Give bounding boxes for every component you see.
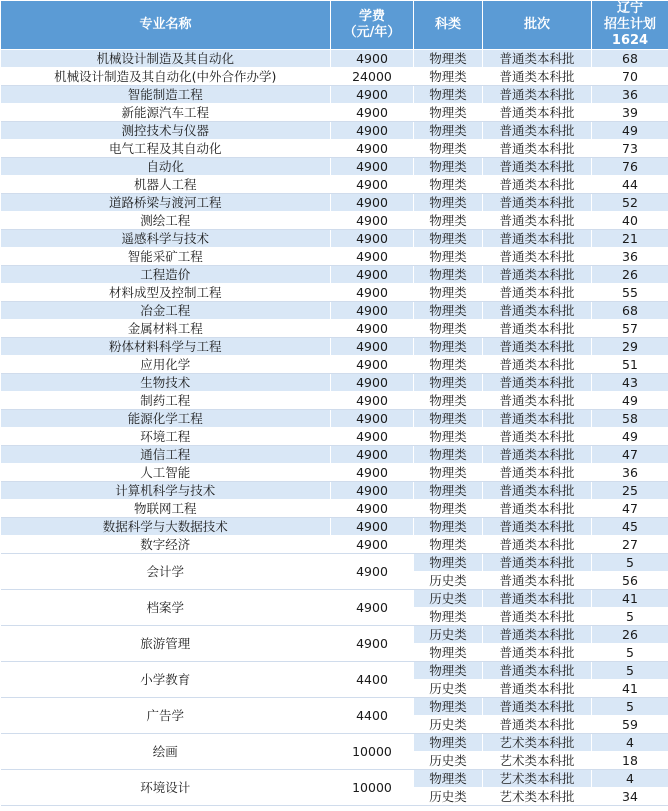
plan-cell: 36 (592, 464, 668, 482)
batch-cell: 普通类本科批 (483, 176, 592, 194)
table-row (1, 662, 668, 680)
subject-cell: 物理类 (414, 770, 483, 788)
plan-cell: 4 (592, 734, 668, 752)
table-row (1, 86, 668, 104)
table-row (1, 374, 668, 392)
table-row (1, 158, 668, 176)
major-cell: 遥感科学与技术 (1, 230, 331, 248)
batch-cell: 普通类本科批 (483, 428, 592, 446)
major-cell: 生物技术 (1, 374, 331, 392)
major-cell: 应用化学 (1, 356, 331, 374)
major-cell: 旅游管理 (1, 626, 331, 662)
plan-cell: 26 (592, 626, 668, 644)
subject-cell: 物理类 (414, 536, 483, 554)
plan-cell: 68 (592, 302, 668, 320)
plan-cell: 56 (592, 572, 668, 590)
plan-cell: 68 (592, 50, 668, 68)
plan-cell: 47 (592, 446, 668, 464)
fee-cell: 4400 (331, 698, 414, 734)
plan-cell: 49 (592, 428, 668, 446)
major-cell: 广告学 (1, 698, 331, 734)
table-row (1, 590, 668, 608)
header-fee (331, 1, 414, 50)
table-row (1, 518, 668, 536)
table-row (1, 554, 668, 572)
table-row (1, 410, 668, 428)
plan-cell: 26 (592, 266, 668, 284)
major-cell: 道路桥梁与渡河工程 (1, 194, 331, 212)
header-fee-line2: （元/年） (343, 25, 401, 40)
fee-cell: 4900 (331, 554, 414, 590)
subject-cell: 物理类 (414, 608, 483, 626)
major-cell: 制药工程 (1, 392, 331, 410)
table-row (1, 230, 668, 248)
subject-cell: 物理类 (414, 248, 483, 266)
subject-cell: 物理类 (414, 212, 483, 230)
subject-cell: 物理类 (414, 374, 483, 392)
plan-cell: 59 (592, 716, 668, 734)
major-cell: 通信工程 (1, 446, 331, 464)
fee-cell: 4900 (331, 86, 414, 104)
fee-cell: 4900 (331, 374, 414, 392)
major-cell: 测控技术与仪器 (1, 122, 331, 140)
plan-cell: 29 (592, 338, 668, 356)
major-cell: 会计学 (1, 554, 331, 590)
plan-cell: 41 (592, 590, 668, 608)
plan-cell: 47 (592, 500, 668, 518)
batch-cell: 普通类本科批 (483, 662, 592, 680)
table-row (1, 140, 668, 158)
fee-cell: 10000 (331, 770, 414, 806)
batch-cell: 普通类本科批 (483, 608, 592, 626)
batch-cell: 普通类本科批 (483, 446, 592, 464)
fee-cell: 4900 (331, 482, 414, 500)
header-fee-line1: 学费 (358, 9, 385, 24)
batch-cell: 普通类本科批 (483, 590, 592, 608)
table-row (1, 176, 668, 194)
subject-cell: 物理类 (414, 518, 483, 536)
major-cell: 新能源汽车工程 (1, 104, 331, 122)
fee-cell: 4900 (331, 194, 414, 212)
fee-cell: 4900 (331, 140, 414, 158)
subject-cell: 物理类 (414, 86, 483, 104)
table-row (1, 464, 668, 482)
table-row (1, 194, 668, 212)
table-row (1, 266, 668, 284)
batch-cell: 普通类本科批 (483, 158, 592, 176)
plan-cell: 57 (592, 320, 668, 338)
subject-cell: 历史类 (414, 590, 483, 608)
subject-cell: 物理类 (414, 698, 483, 716)
plan-cell: 18 (592, 752, 668, 770)
plan-cell: 45 (592, 518, 668, 536)
batch-cell: 普通类本科批 (483, 104, 592, 122)
subject-cell: 历史类 (414, 626, 483, 644)
batch-cell: 普通类本科批 (483, 284, 592, 302)
fee-cell: 4900 (331, 392, 414, 410)
batch-cell: 普通类本科批 (483, 266, 592, 284)
subject-cell: 物理类 (414, 338, 483, 356)
subject-cell: 历史类 (414, 752, 483, 770)
batch-cell: 普通类本科批 (483, 626, 592, 644)
subject-cell: 物理类 (414, 554, 483, 572)
plan-cell: 73 (592, 140, 668, 158)
batch-cell: 普通类本科批 (483, 302, 592, 320)
table-row (1, 338, 668, 356)
fee-cell: 4900 (331, 410, 414, 428)
major-cell: 数字经济 (1, 536, 331, 554)
plan-cell: 39 (592, 104, 668, 122)
subject-cell: 物理类 (414, 194, 483, 212)
major-cell: 能源化学工程 (1, 410, 331, 428)
fee-cell: 4900 (331, 104, 414, 122)
plan-cell: 76 (592, 158, 668, 176)
plan-cell: 70 (592, 68, 668, 86)
fee-cell: 4900 (331, 122, 414, 140)
major-cell: 智能采矿工程 (1, 248, 331, 266)
batch-cell: 普通类本科批 (483, 248, 592, 266)
plan-cell: 51 (592, 356, 668, 374)
subject-cell: 物理类 (414, 176, 483, 194)
major-cell: 档案学 (1, 590, 331, 626)
table-row (1, 122, 668, 140)
subject-cell: 物理类 (414, 140, 483, 158)
plan-cell: 5 (592, 644, 668, 662)
plan-cell: 40 (592, 212, 668, 230)
plan-cell: 44 (592, 176, 668, 194)
header-row (1, 1, 668, 50)
fee-cell: 4900 (331, 50, 414, 68)
header-plan-line1: 辽宁 (616, 1, 643, 16)
subject-cell: 物理类 (414, 50, 483, 68)
plan-cell: 41 (592, 680, 668, 698)
table-row (1, 392, 668, 410)
batch-cell: 普通类本科批 (483, 392, 592, 410)
fee-cell: 4900 (331, 428, 414, 446)
major-cell: 环境设计 (1, 770, 331, 806)
plan-cell: 25 (592, 482, 668, 500)
plan-cell: 36 (592, 248, 668, 266)
subject-cell: 物理类 (414, 104, 483, 122)
subject-cell: 物理类 (414, 644, 483, 662)
major-cell: 绘画 (1, 734, 331, 770)
batch-cell: 普通类本科批 (483, 230, 592, 248)
fee-cell: 4900 (331, 212, 414, 230)
batch-cell: 普通类本科批 (483, 644, 592, 662)
major-cell: 电气工程及其自动化 (1, 140, 331, 158)
table-row (1, 104, 668, 122)
table-row (1, 68, 668, 86)
subject-cell: 物理类 (414, 356, 483, 374)
fee-cell: 4900 (331, 320, 414, 338)
subject-cell: 物理类 (414, 68, 483, 86)
batch-cell: 普通类本科批 (483, 464, 592, 482)
batch-cell: 艺术类本科批 (483, 788, 592, 806)
batch-cell: 普通类本科批 (483, 554, 592, 572)
major-cell: 自动化 (1, 158, 331, 176)
fee-cell: 4900 (331, 626, 414, 662)
major-cell: 物联网工程 (1, 500, 331, 518)
subject-cell: 物理类 (414, 230, 483, 248)
fee-cell: 4400 (331, 662, 414, 698)
subject-cell: 历史类 (414, 572, 483, 590)
batch-cell: 普通类本科批 (483, 518, 592, 536)
table-row (1, 500, 668, 518)
major-cell: 工程造价 (1, 266, 331, 284)
table-row (1, 428, 668, 446)
plan-cell: 55 (592, 284, 668, 302)
major-cell: 机械设计制造及其自动化(中外合作办学) (1, 68, 331, 86)
header-plan (592, 1, 668, 50)
major-cell: 数据科学与大数据技术 (1, 518, 331, 536)
header-plan-line3: 1624 (611, 33, 649, 48)
major-cell: 冶金工程 (1, 302, 331, 320)
batch-cell: 普通类本科批 (483, 86, 592, 104)
subject-cell: 物理类 (414, 266, 483, 284)
plan-cell: 21 (592, 230, 668, 248)
subject-cell: 物理类 (414, 446, 483, 464)
subject-cell: 历史类 (414, 680, 483, 698)
fee-cell: 4900 (331, 590, 414, 626)
fee-cell: 4900 (331, 302, 414, 320)
header-batch: 批次 (483, 1, 592, 50)
fee-cell: 4900 (331, 536, 414, 554)
fee-cell: 4900 (331, 518, 414, 536)
batch-cell: 普通类本科批 (483, 212, 592, 230)
header-subject: 科类 (414, 1, 483, 50)
fee-cell: 4900 (331, 176, 414, 194)
major-cell: 智能制造工程 (1, 86, 331, 104)
plan-cell: 5 (592, 608, 668, 626)
table-row (1, 302, 668, 320)
batch-cell: 普通类本科批 (483, 122, 592, 140)
fee-cell: 4900 (331, 230, 414, 248)
table-row (1, 212, 668, 230)
major-cell: 粉体材料科学与工程 (1, 338, 331, 356)
plan-cell: 5 (592, 554, 668, 572)
table-row (1, 770, 668, 788)
subject-cell: 物理类 (414, 392, 483, 410)
batch-cell: 普通类本科批 (483, 572, 592, 590)
fee-cell: 4900 (331, 266, 414, 284)
batch-cell: 普通类本科批 (483, 716, 592, 734)
batch-cell: 普通类本科批 (483, 482, 592, 500)
table-row (1, 446, 668, 464)
subject-cell: 历史类 (414, 716, 483, 734)
subject-cell: 物理类 (414, 158, 483, 176)
table-row (1, 482, 668, 500)
plan-cell: 49 (592, 122, 668, 140)
table-row (1, 356, 668, 374)
table-row (1, 626, 668, 644)
plan-cell: 27 (592, 536, 668, 554)
batch-cell: 艺术类本科批 (483, 752, 592, 770)
batch-cell: 普通类本科批 (483, 320, 592, 338)
plan-cell: 4 (592, 770, 668, 788)
major-cell: 计算机科学与技术 (1, 482, 331, 500)
subject-cell: 物理类 (414, 464, 483, 482)
fee-cell: 4900 (331, 338, 414, 356)
batch-cell: 艺术类本科批 (483, 734, 592, 752)
fee-cell: 4900 (331, 248, 414, 266)
plan-cell: 36 (592, 86, 668, 104)
plan-cell: 34 (592, 788, 668, 806)
batch-cell: 普通类本科批 (483, 536, 592, 554)
fee-cell: 4900 (331, 446, 414, 464)
batch-cell: 普通类本科批 (483, 698, 592, 716)
major-cell: 机器人工程 (1, 176, 331, 194)
fee-cell: 4900 (331, 500, 414, 518)
major-cell: 小学教育 (1, 662, 331, 698)
header-major: 专业名称 (1, 1, 331, 50)
batch-cell: 普通类本科批 (483, 50, 592, 68)
subject-cell: 历史类 (414, 788, 483, 806)
table-body (1, 50, 668, 806)
fee-cell: 4900 (331, 158, 414, 176)
batch-cell: 普通类本科批 (483, 374, 592, 392)
fee-cell: 4900 (331, 356, 414, 374)
major-cell: 材料成型及控制工程 (1, 284, 331, 302)
plan-cell: 49 (592, 392, 668, 410)
subject-cell: 物理类 (414, 410, 483, 428)
table-row (1, 284, 668, 302)
fee-cell: 4900 (331, 284, 414, 302)
subject-cell: 物理类 (414, 284, 483, 302)
plan-cell: 43 (592, 374, 668, 392)
table-row (1, 536, 668, 554)
plan-cell: 5 (592, 698, 668, 716)
batch-cell: 普通类本科批 (483, 140, 592, 158)
batch-cell: 普通类本科批 (483, 68, 592, 86)
table-row (1, 698, 668, 716)
major-cell: 机械设计制造及其自动化 (1, 50, 331, 68)
plan-cell: 5 (592, 662, 668, 680)
header-plan-line2: 招生计划 (603, 17, 656, 32)
subject-cell: 物理类 (414, 734, 483, 752)
plan-cell: 52 (592, 194, 668, 212)
table-row (1, 248, 668, 266)
batch-cell: 普通类本科批 (483, 338, 592, 356)
subject-cell: 物理类 (414, 662, 483, 680)
major-cell: 金属材料工程 (1, 320, 331, 338)
fee-cell: 24000 (331, 68, 414, 86)
table-row (1, 320, 668, 338)
table-row (1, 734, 668, 752)
major-cell: 环境工程 (1, 428, 331, 446)
subject-cell: 物理类 (414, 500, 483, 518)
major-cell: 人工智能 (1, 464, 331, 482)
batch-cell: 普通类本科批 (483, 500, 592, 518)
subject-cell: 物理类 (414, 122, 483, 140)
major-cell: 测绘工程 (1, 212, 331, 230)
batch-cell: 普通类本科批 (483, 194, 592, 212)
subject-cell: 物理类 (414, 320, 483, 338)
batch-cell: 普通类本科批 (483, 410, 592, 428)
table-row (1, 50, 668, 68)
subject-cell: 物理类 (414, 482, 483, 500)
subject-cell: 物理类 (414, 428, 483, 446)
fee-cell: 10000 (331, 734, 414, 770)
plan-cell: 58 (592, 410, 668, 428)
fee-cell: 4900 (331, 464, 414, 482)
subject-cell: 物理类 (414, 302, 483, 320)
batch-cell: 普通类本科批 (483, 680, 592, 698)
batch-cell: 普通类本科批 (483, 356, 592, 374)
batch-cell: 艺术类本科批 (483, 770, 592, 788)
